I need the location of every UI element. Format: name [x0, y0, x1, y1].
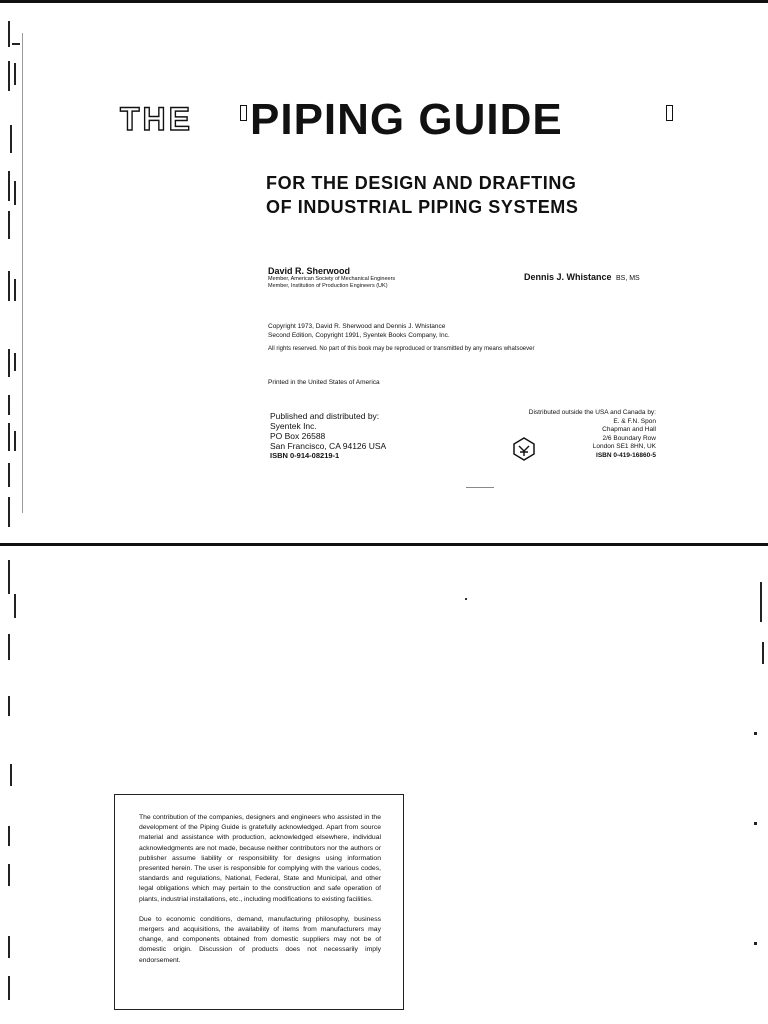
right-edge-marks [750, 582, 768, 1012]
publisher-box: PO Box 26588 [270, 431, 326, 441]
acknowledgment-notice [114, 794, 404, 1010]
author-2-degrees: BS, MS [615, 275, 640, 282]
book-title [120, 95, 680, 143]
publisher-name: Syentek Inc. [270, 421, 317, 431]
title-open-mark-icon [240, 105, 247, 121]
author-2 [524, 267, 684, 285]
binding-edge-lower [0, 546, 40, 1024]
distributor-heading: Distributed outside the USA and Canada by: [528, 409, 656, 416]
publisher-city: San Francisco, CA 94126 USA [270, 441, 387, 451]
author-1 [268, 266, 498, 290]
distributor-isbn: ISBN 0-419-16860-5 [596, 451, 656, 459]
pencil-mark [466, 487, 494, 488]
publisher-block [270, 411, 470, 461]
author-2-name: Dennis J. Whistance [524, 272, 612, 282]
notice-paragraph-1: The contribution of the companies, designers and engineers who assisted in the development of the Piping Guide is gratefully acknowledged. Apart from source material and assistance with production, acknowledged elsewhere, individual acknowledgments are not made, because neither contributors nor the authors or publisher assume liability or responsibility for designs using information presented herein. The user is responsible for complying with the various codes, standards and regulations, National, Federal, State and Municipal, and other legal obligations which may pertain to the construction and safe operation of plants, industrial installations, etc., including modifications to existing facilities. [139, 814, 381, 903]
publisher-heading: Published and distributed by: [270, 411, 380, 421]
copyright-line-2: Second Edition, Copyright 1991, Syentek Books Company, Inc. [268, 332, 450, 339]
copyright-block [268, 322, 588, 340]
subtitle-line-1: FOR THE DESIGN AND DRAFTING [266, 173, 577, 193]
distributor-name-2: Chapman and Hall [602, 426, 656, 433]
binding-edge [0, 3, 40, 549]
title-close-mark-icon [666, 105, 673, 121]
author-1-note-1: Member, American Society of Mechanical Engineers [268, 276, 396, 282]
stray-mark [465, 598, 467, 600]
printed-in: Printed in the United States of America [268, 379, 380, 386]
distributor-block [490, 409, 656, 460]
author-1-name: David R. Sherwood [268, 266, 351, 276]
distributor-city: London SE1 8HN, UK [592, 443, 656, 450]
copyright-line-1: Copyright 1973, David R. Sherwood and Dennis J. Whistance [268, 323, 446, 330]
title-the: THE [120, 101, 193, 137]
distributor-name-1: E. & F.N. Spon [613, 417, 656, 425]
book-subtitle [266, 171, 686, 219]
publisher-isbn: ISBN 0-914-08219-1 [270, 451, 340, 460]
notice-paragraph-2: Due to economic conditions, demand, manufacturing philosophy, business mergers and acquisitions, the availability of items from manufacturers may change, and components obtained from domestic suppliers may not be of domestic origin. Discussion of products does not necessarily imply endorsement. [139, 915, 381, 964]
subtitle-line-2: OF INDUSTRIAL PIPING SYSTEMS [266, 197, 579, 217]
title-main: PIPING GUIDE [250, 95, 563, 144]
author-1-note-2: Member, Institution of Production Engineers (UK) [268, 283, 388, 289]
distributor-street: 2/6 Boundary Row [602, 434, 656, 442]
rights-statement: All rights reserved. No part of this book may be reproduced or transmitted by any means whatsoever [268, 346, 535, 352]
